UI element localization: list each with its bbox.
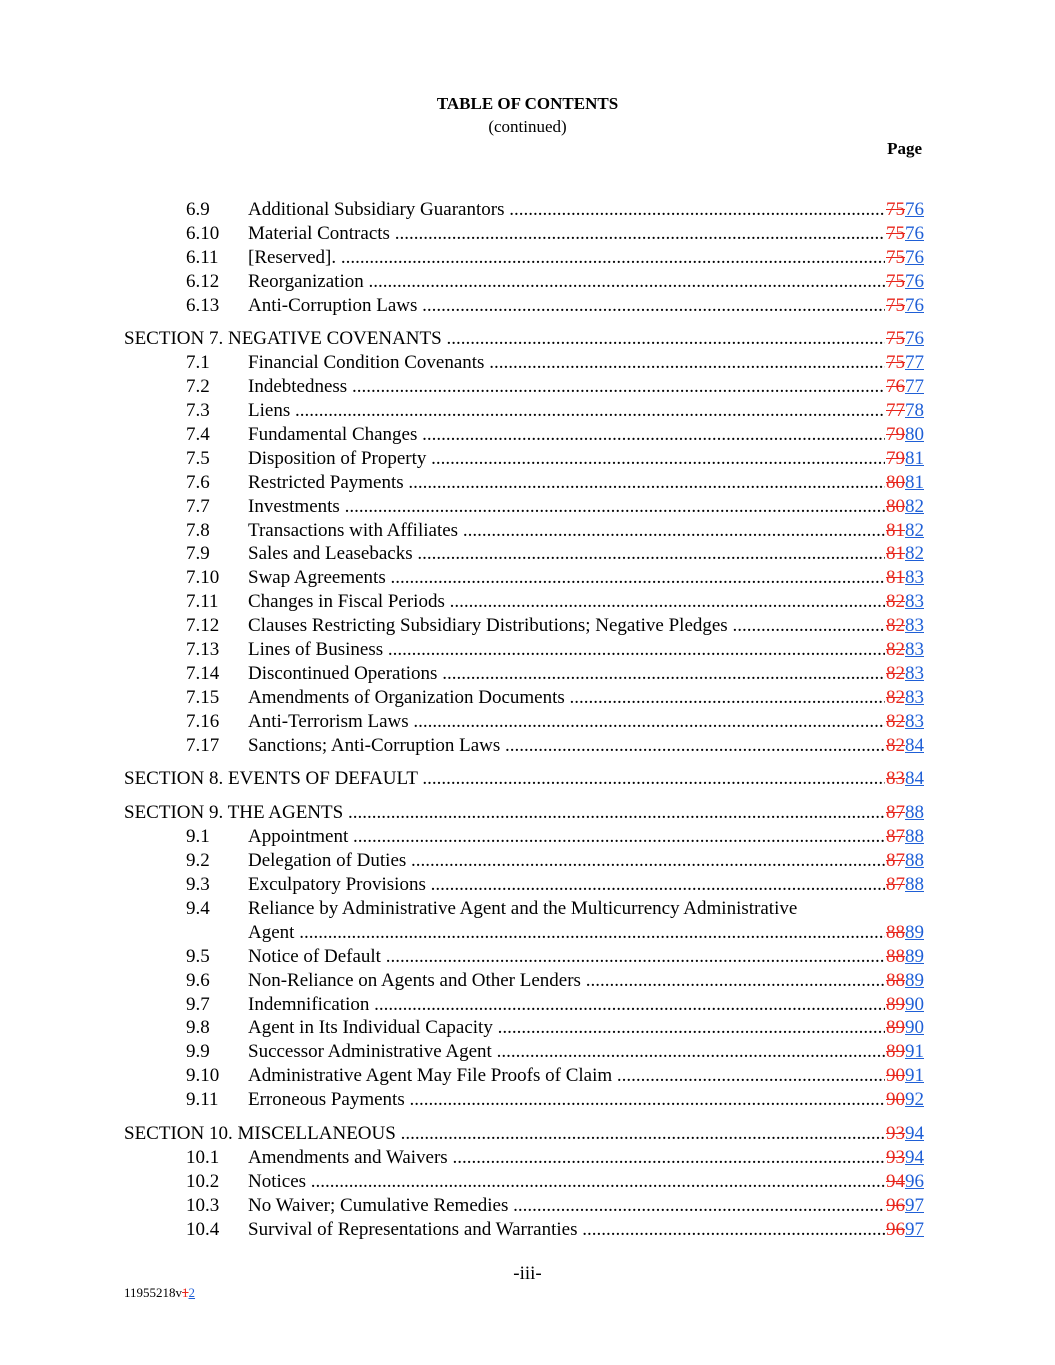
toc-entry-number: 9.10 [186, 1065, 220, 1087]
toc-page-deleted: 88 [886, 921, 905, 943]
toc-page-ref[interactable] [885, 294, 924, 318]
toc-entry-number: 9.6 [186, 969, 210, 991]
toc-entry-title: Anti-Corruption Laws ..... [248, 294, 924, 318]
toc-entry-title: Survival of Representations and Warranties ..... [248, 1218, 924, 1242]
toc-entry-title: Non-Reliance on Agents and Other Lenders ..... [248, 969, 924, 993]
toc-page-inserted[interactable]: 90 [905, 1017, 924, 1039]
toc-entry-title: Clauses Restricting Subsidiary Distributions; Negative Pledges ..... [248, 614, 924, 638]
toc-entry-number: 7.15 [186, 686, 220, 708]
toc-entry[interactable] [0, 1146, 1055, 1170]
toc-entry-title: SECTION 10. MISCELLANEOUS ..... [124, 1122, 924, 1146]
document-id-base: 11955218v [124, 1285, 183, 1300]
toc-entry-title: Restricted Payments ..... [248, 471, 924, 495]
toc-page-ref[interactable] [885, 471, 924, 495]
toc-entry[interactable] [0, 399, 1055, 423]
toc-entry[interactable] [0, 710, 1055, 734]
toc-page-inserted[interactable]: 82 [905, 543, 924, 565]
toc-entry-title: Disposition of Property ..... [248, 447, 924, 471]
toc-entry[interactable] [0, 662, 1055, 686]
toc-entry[interactable] [0, 1194, 1055, 1218]
toc-page-deleted: 90 [886, 1065, 905, 1087]
toc-page-inserted[interactable]: 88 [905, 850, 924, 872]
toc-page-ref[interactable] [885, 327, 924, 351]
toc-entry-title: Transactions with Affiliates ..... [248, 519, 924, 543]
toc-entry-title: Material Contracts ..... [248, 222, 924, 246]
toc-page-deleted: 96 [886, 1194, 905, 1216]
toc-page-inserted[interactable]: 83 [905, 686, 924, 708]
toc-page-ref[interactable] [885, 399, 924, 423]
toc-entry-number: 10.1 [186, 1146, 220, 1168]
toc-page-ref[interactable] [885, 351, 924, 375]
toc-entry[interactable] [0, 590, 1055, 614]
toc-entry-number: 7.7 [186, 495, 210, 517]
toc-entry[interactable] [0, 993, 1055, 1017]
toc-page-deleted: 75 [886, 352, 905, 374]
toc-entry[interactable] [0, 873, 1055, 897]
toc-page-ref[interactable] [885, 638, 924, 662]
toc-entry[interactable] [0, 222, 1055, 246]
toc-page-ref[interactable] [885, 270, 924, 294]
toc-page-deleted: 93 [886, 1122, 905, 1144]
toc-entry-number: 7.14 [186, 662, 220, 684]
toc-page-ref[interactable] [885, 423, 924, 447]
toc-page-ref[interactable] [885, 662, 924, 686]
toc-entry[interactable] [0, 849, 1055, 873]
toc-entry[interactable] [0, 638, 1055, 662]
toc-page-deleted: 89 [886, 1017, 905, 1039]
toc-entry-number: 7.11 [186, 591, 219, 613]
toc-entry[interactable] [0, 825, 1055, 849]
toc-section-entry[interactable] [0, 327, 1055, 351]
toc-page-ref[interactable] [885, 767, 924, 791]
toc-entry-title: Administrative Agent May File Proofs of Claim ..... [248, 1064, 924, 1088]
toc-entry-title: SECTION 8. EVENTS OF DEFAULT ..... [124, 767, 924, 791]
toc-page-inserted[interactable]: 76 [905, 328, 924, 350]
toc-page-deleted: 87 [886, 802, 905, 824]
toc-entry-number: 7.5 [186, 447, 210, 469]
toc-entry-title: Sales and Leasebacks ..... [248, 542, 924, 566]
toc-entry-title: Reorganization ..... [248, 270, 924, 294]
toc-section-entry[interactable] [0, 767, 1055, 791]
toc-page-deleted: 88 [886, 945, 905, 967]
toc-entry-title: Successor Administrative Agent ..... [248, 1040, 924, 1064]
page-column-label: Page [887, 139, 922, 158]
toc-entry[interactable] [0, 423, 1055, 447]
toc-heading: TABLE OF CONTENTS [436, 94, 619, 113]
toc-entry[interactable] [0, 1040, 1055, 1064]
toc-page-ref[interactable] [885, 519, 924, 543]
toc-entry-number: 9.1 [186, 826, 210, 848]
toc-page-deleted: 82 [886, 591, 905, 613]
toc-page-deleted: 80 [886, 495, 905, 517]
toc-entry-number: 9.9 [186, 1041, 210, 1063]
toc-entry-title: Appointment ..... [248, 825, 924, 849]
toc-page-ref[interactable] [885, 447, 924, 471]
toc-entry-title: [Reserved]. ..... [248, 246, 924, 270]
toc-entry-number: 7.9 [186, 543, 210, 565]
toc-entry-title: Amendments and Waivers ..... [248, 1146, 924, 1170]
toc-page-deleted: 87 [886, 850, 905, 872]
toc-entry-number: 7.17 [186, 734, 220, 756]
toc-entry-number: 9.11 [186, 1089, 219, 1111]
toc-page-ref[interactable] [885, 825, 924, 849]
toc-entry-title: Indemnification ..... [248, 993, 924, 1017]
toc-page-deleted: 75 [886, 246, 905, 268]
toc-entry-number: 7.12 [186, 615, 220, 637]
toc-page-inserted[interactable]: 89 [905, 921, 924, 943]
toc-page-ref[interactable] [885, 1016, 924, 1040]
toc-page-ref[interactable] [885, 1088, 924, 1112]
toc-page-deleted: 89 [886, 993, 905, 1015]
toc-page-ref[interactable] [885, 1040, 924, 1064]
toc-entry-title: Liens ..... [248, 399, 924, 423]
toc-entry[interactable] [0, 897, 1055, 921]
toc-page-ref[interactable] [885, 1218, 924, 1242]
toc-page-ref[interactable] [885, 590, 924, 614]
toc-entry-title: SECTION 9. THE AGENTS ..... [124, 801, 924, 825]
toc-page-inserted[interactable]: 88 [905, 874, 924, 896]
toc-page-inserted[interactable]: 83 [905, 567, 924, 589]
toc-page-inserted[interactable]: 84 [905, 734, 924, 756]
document-id [124, 1285, 195, 1301]
toc-entry[interactable] [0, 614, 1055, 638]
toc-entry-title: Sanctions; Anti-Corruption Laws ..... [248, 734, 924, 758]
toc-entry-title: Changes in Fiscal Periods ..... [248, 590, 924, 614]
toc-entry[interactable] [0, 198, 1055, 222]
toc-entry[interactable] [0, 375, 1055, 399]
toc-page-ref[interactable] [885, 1064, 924, 1088]
toc-page-inserted[interactable]: 97 [905, 1218, 924, 1240]
toc-page-ref[interactable] [885, 1122, 924, 1146]
toc-page-ref[interactable] [885, 614, 924, 638]
toc-page-inserted[interactable]: 83 [905, 591, 924, 613]
document-version-inserted: 2 [188, 1285, 196, 1300]
toc-page-ref[interactable] [885, 993, 924, 1017]
toc-entry-title: Exculpatory Provisions ..... [248, 873, 924, 897]
toc-entry-number: 7.8 [186, 519, 210, 541]
toc-page-deleted: 94 [886, 1170, 905, 1192]
toc-page-deleted: 82 [886, 734, 905, 756]
toc-entry-number: 9.8 [186, 1017, 210, 1039]
toc-page-inserted[interactable]: 83 [905, 710, 924, 732]
toc-entry[interactable] [0, 1088, 1055, 1112]
toc-page-inserted[interactable]: 91 [905, 1041, 924, 1063]
toc-page-ref[interactable] [885, 222, 924, 246]
toc-entry-number: 10.4 [186, 1218, 220, 1240]
document-version-deleted: 1 [182, 1285, 189, 1300]
toc-page-deleted: 75 [886, 328, 905, 350]
toc-entry-number: 7.1 [186, 352, 210, 374]
toc-entry-number: 7.6 [186, 471, 210, 493]
toc-entry-title: Investments ..... [248, 495, 924, 519]
toc-page-inserted[interactable]: 81 [905, 471, 924, 493]
toc-page-deleted: 79 [886, 447, 905, 469]
toc-page-ref[interactable] [885, 1170, 924, 1194]
toc-entry-number: 9.2 [186, 850, 210, 872]
toc-page-ref[interactable] [885, 969, 924, 993]
toc-page-inserted[interactable]: 82 [905, 519, 924, 541]
toc-page-deleted: 75 [886, 270, 905, 292]
toc-entry[interactable] [0, 246, 1055, 270]
toc-page-inserted[interactable]: 97 [905, 1194, 924, 1216]
toc-page-inserted[interactable]: 82 [905, 495, 924, 517]
toc-page-deleted: 82 [886, 710, 905, 732]
toc-page-ref[interactable] [885, 198, 924, 222]
toc-entry[interactable] [0, 270, 1055, 294]
toc-entry[interactable] [0, 945, 1055, 969]
toc-entry-number: 10.3 [186, 1194, 220, 1216]
toc-entry-continuation[interactable] [0, 921, 1055, 945]
toc-entry[interactable] [0, 734, 1055, 758]
toc-page-deleted: 87 [886, 874, 905, 896]
toc-page-ref[interactable] [885, 1146, 924, 1170]
toc-entry-title: Notices ..... [248, 1170, 924, 1194]
toc-entry-number: 7.16 [186, 710, 220, 732]
toc-page-inserted[interactable]: 94 [905, 1122, 924, 1144]
toc-entry[interactable] [0, 351, 1055, 375]
toc-page-inserted[interactable]: 83 [905, 615, 924, 637]
toc-page-ref[interactable] [885, 801, 924, 825]
toc-entry-title: Reliance by Administrative Agent and the Multicurrency Administrative [248, 897, 798, 919]
toc-entry-number: 7.2 [186, 376, 210, 398]
toc-page-deleted: 79 [886, 424, 905, 446]
toc-entry-title: SECTION 7. NEGATIVE COVENANTS ..... [124, 327, 924, 351]
toc-page-ref[interactable] [885, 921, 924, 945]
toc-entry[interactable] [0, 1064, 1055, 1088]
toc-page-inserted[interactable]: 89 [905, 945, 924, 967]
toc-page-ref[interactable] [885, 495, 924, 519]
toc-page-deleted: 83 [886, 768, 905, 790]
toc-subheading: (continued) [488, 117, 567, 136]
toc-page-inserted[interactable]: 94 [905, 1146, 924, 1168]
toc-page-deleted: 89 [886, 1041, 905, 1063]
toc-entry-number: 7.4 [186, 424, 210, 446]
toc-page-deleted: 82 [886, 615, 905, 637]
toc-page-deleted: 88 [886, 969, 905, 991]
toc-page-ref[interactable] [885, 1194, 924, 1218]
toc-entry[interactable] [0, 519, 1055, 543]
toc-entry-number: 7.13 [186, 639, 220, 661]
toc-page-ref[interactable] [885, 710, 924, 734]
toc-page-deleted: 90 [886, 1089, 905, 1111]
toc-section-entry[interactable] [0, 801, 1055, 825]
toc-section-entry[interactable] [0, 1122, 1055, 1146]
toc-entry[interactable] [0, 471, 1055, 495]
toc-page-deleted: 81 [886, 543, 905, 565]
toc-page-inserted[interactable]: 92 [905, 1089, 924, 1111]
toc-entry-title: Anti-Terrorism Laws ..... [248, 710, 924, 734]
toc-page-deleted: 81 [886, 519, 905, 541]
toc-entry-title-continued: Agent ..... [248, 921, 924, 945]
toc-page-deleted: 77 [886, 400, 905, 422]
toc-entry-number: 6.11 [186, 246, 219, 268]
toc-entry[interactable] [0, 447, 1055, 471]
toc-entry-title: Amendments of Organization Documents ..... [248, 686, 924, 710]
toc-page-ref[interactable] [885, 849, 924, 873]
toc-page-inserted[interactable]: 76 [905, 270, 924, 292]
toc-page-ref[interactable] [885, 686, 924, 710]
toc-page-ref[interactable] [885, 375, 924, 399]
toc-page-inserted[interactable]: 96 [905, 1170, 924, 1192]
toc-page-deleted: 75 [886, 199, 905, 220]
toc-page-inserted[interactable]: 83 [905, 662, 924, 684]
toc-page-inserted[interactable]: 78 [905, 400, 924, 422]
toc-entry[interactable] [0, 969, 1055, 993]
toc-page-inserted[interactable]: 76 [905, 199, 924, 220]
toc-page-deleted: 82 [886, 639, 905, 661]
toc-entry-number: 6.13 [186, 294, 220, 316]
toc-entry[interactable] [0, 1170, 1055, 1194]
toc-entry-title: Additional Subsidiary Guarantors ..... [248, 198, 924, 222]
toc-page-deleted: 81 [886, 567, 905, 589]
toc-page-inserted[interactable]: 91 [905, 1065, 924, 1087]
toc-entry-title: Lines of Business ..... [248, 638, 924, 662]
toc-page-inserted[interactable]: 89 [905, 969, 924, 991]
toc-entry-number: 6.10 [186, 222, 220, 244]
toc-page-inserted[interactable]: 90 [905, 993, 924, 1015]
toc-page-deleted: 87 [886, 826, 905, 848]
toc-entry-number: 10.2 [186, 1170, 220, 1192]
toc-entry-title: Indebtedness ..... [248, 375, 924, 399]
toc-entry-number: 9.7 [186, 993, 210, 1015]
toc-entry[interactable] [0, 1218, 1055, 1242]
toc-page-ref[interactable] [885, 945, 924, 969]
toc-page-inserted[interactable]: 76 [905, 246, 924, 268]
toc-page-inserted[interactable]: 84 [905, 768, 924, 790]
toc-page-deleted: 76 [886, 376, 905, 398]
toc-page-deleted: 75 [886, 294, 905, 316]
toc-entry-title: Fundamental Changes ..... [248, 423, 924, 447]
toc-entry-title: No Waiver; Cumulative Remedies ..... [248, 1194, 924, 1218]
toc-entry-number: 9.4 [186, 897, 210, 919]
toc-page-inserted[interactable]: 81 [905, 447, 924, 469]
toc-page-deleted: 93 [886, 1146, 905, 1168]
toc-entry-title: Erroneous Payments ..... [248, 1088, 924, 1112]
toc-page-deleted: 82 [886, 686, 905, 708]
toc-entry-title: Delegation of Duties ..... [248, 849, 924, 873]
toc-entry-number: 9.3 [186, 874, 210, 896]
toc-entry-number: 6.12 [186, 270, 220, 292]
toc-entry[interactable] [0, 1016, 1055, 1040]
toc-page-inserted[interactable]: 76 [905, 222, 924, 244]
toc-page-ref[interactable] [885, 734, 924, 758]
toc-page-inserted[interactable]: 80 [905, 424, 924, 446]
toc-page-ref[interactable] [885, 566, 924, 590]
toc-page-inserted[interactable]: 88 [905, 826, 924, 848]
toc-entry-number: 7.10 [186, 567, 220, 589]
toc-page-ref[interactable] [885, 246, 924, 270]
toc-entry-title: Swap Agreements ..... [248, 566, 924, 590]
toc-page-deleted: 80 [886, 471, 905, 493]
toc-page-ref[interactable] [885, 542, 924, 566]
toc-list [0, 198, 1055, 1241]
toc-page-deleted: 75 [886, 222, 905, 244]
toc-entry-title: Financial Condition Covenants ..... [248, 351, 924, 375]
toc-entry[interactable] [0, 686, 1055, 710]
toc-entry-number: 9.5 [186, 945, 210, 967]
toc-entry-title: Discontinued Operations ..... [248, 662, 924, 686]
toc-entry[interactable] [0, 294, 1055, 318]
toc-page-inserted[interactable]: 88 [905, 802, 924, 824]
toc-entry-title: Notice of Default ..... [248, 945, 924, 969]
toc-page-inserted[interactable]: 83 [905, 639, 924, 661]
footer-page-number: -iii- [513, 1263, 542, 1284]
toc-entry[interactable] [0, 566, 1055, 590]
toc-page-deleted: 82 [886, 662, 905, 684]
toc-entry-number: 7.3 [186, 400, 210, 422]
toc-page-deleted: 96 [886, 1218, 905, 1240]
toc-page-inserted[interactable]: 77 [905, 376, 924, 398]
toc-entry[interactable] [0, 542, 1055, 566]
toc-page-ref[interactable] [885, 873, 924, 897]
toc-entry[interactable] [0, 495, 1055, 519]
toc-page-inserted[interactable]: 77 [905, 352, 924, 374]
toc-entry-title: Agent in Its Individual Capacity ..... [248, 1016, 924, 1040]
toc-entry-number: 6.9 [186, 199, 210, 220]
toc-page-inserted[interactable]: 76 [905, 294, 924, 316]
